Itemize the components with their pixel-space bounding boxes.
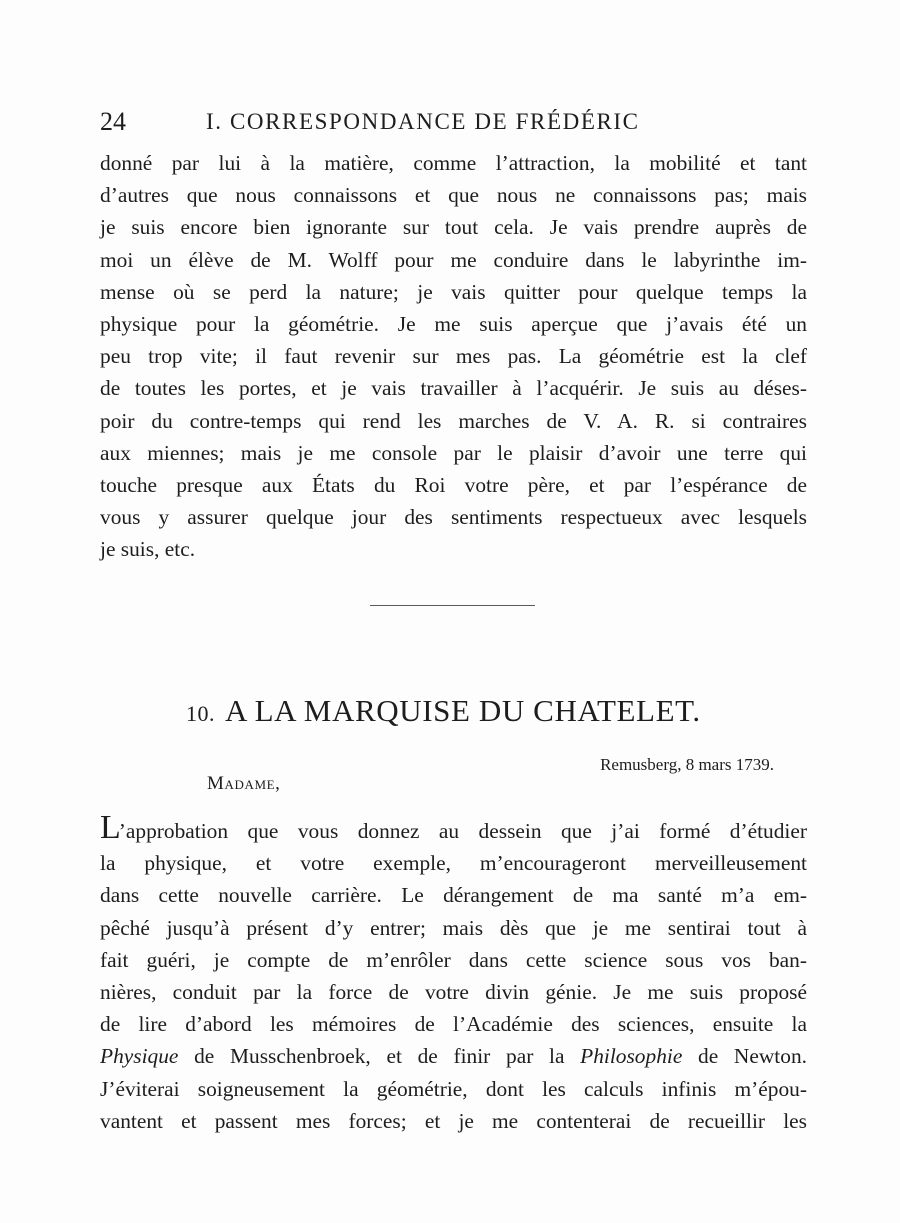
new-letter-text [100, 809, 807, 1137]
first-line [100, 809, 807, 847]
italic-title-physique: Physique [100, 1044, 179, 1069]
dateline: Remusberg, 8 mars 1739. [600, 755, 774, 774]
text-line: vantent et passent mes forces; et je me contenterai de recueillir les [100, 1108, 807, 1133]
text-line-with-italics [100, 1040, 807, 1072]
drop-cap: L [100, 809, 119, 846]
text-line: d’autres que nous connaissons et que nous ne connaissons pas; mais [100, 183, 807, 208]
italic-title-philosophie: Philosophie [580, 1044, 683, 1069]
text-line: touche presque aux États du Roi votre père, et par l’espérance de [100, 472, 807, 497]
text-line: vous y assurer quelque jour des sentiments respectueux avec lesquels [100, 505, 807, 530]
text-line-last: je suis, etc. [100, 537, 196, 562]
running-title: I. CORRESPONDANCE DE FRÉDÉRIC [206, 109, 640, 134]
text-line: peu trop vite; il faut revenir sur mes pas. La géométrie est la clef [100, 344, 807, 369]
letter-heading [186, 693, 701, 729]
text-line: moi un élève de M. Wolff pour me conduire dans le labyrinthe im- [100, 247, 807, 272]
page-number: 24 [100, 107, 126, 136]
text-line: nières, conduit par la force de votre divin génie. Je me suis proposé [100, 979, 807, 1004]
text-line: physique pour la géométrie. Je me suis aperçue que j’avais été un [100, 311, 807, 336]
text-line: je suis encore bien ignorante sur tout cela. Je vais prendre auprès de [100, 215, 807, 240]
running-head [100, 105, 810, 139]
text-line: de toutes les portes, et je vais travailler à l’acquérir. Je suis au déses- [100, 376, 807, 401]
section-divider [370, 605, 535, 606]
text-line: mense où se perd la nature; je vais quitter pour quelque temps la [100, 279, 807, 304]
text-fragment: de Musschenbroek, et de finir par la [178, 1044, 581, 1069]
salutation: Madame, [207, 773, 281, 794]
text-line: aux miennes; mais je me console par le plaisir d’avoir une terre qui [100, 440, 807, 465]
text-line: la physique, et votre exemple, m’encourageront merveilleusement [100, 851, 807, 876]
letter-title: A LA MARQUISE DU CHATELET. [225, 693, 701, 728]
text-line: J’éviterai soigneusement la géométrie, dont les calculs infinis m’épou- [100, 1076, 807, 1101]
text-line: de lire d’abord les mémoires de l’Académie des sciences, ensuite la [100, 1012, 807, 1037]
continued-letter-text [100, 147, 807, 565]
text-line: poir du contre-temps qui rend les marches de V. A. R. si contraires [100, 408, 807, 433]
text-line: fait guéri, je compte de m’enrôler dans cette science sous vos ban- [100, 947, 807, 972]
text-line: pêché jusqu’à présent d’y entrer; mais dès que je me sentirai tout à [100, 915, 807, 940]
letter-number: 10. [186, 701, 215, 726]
text-fragment: de Newton. [682, 1044, 807, 1069]
text-line: dans cette nouvelle carrière. Le dérangement de ma santé m’a em- [100, 883, 807, 908]
first-line-rest: ’approbation que vous donnez au dessein que j’ai formé d’étudier [118, 819, 807, 843]
text-line: donné par lui à la matière, comme l’attraction, la mobilité et tant [100, 151, 807, 175]
